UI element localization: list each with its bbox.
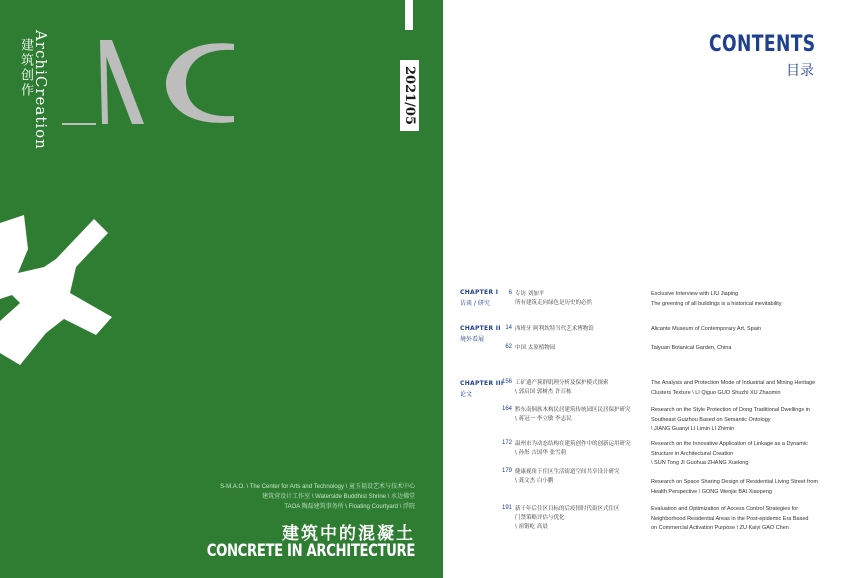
- chapter-label: CHAPTER II: [460, 325, 501, 332]
- entry-title-en: Research on the Innovative Application of Linkage as a Dynamic Structure in Architectural Creation \ SUN Tong JI Guohua ZHANG Xuelong: [651, 441, 808, 466]
- issue-number: 2021/05: [400, 60, 419, 131]
- credit-line: TAOA 陶磊建筑事务所 \ Floating Courtyard \ 浮院: [284, 504, 415, 510]
- entry-title-cn: 中国 太原植物园: [515, 345, 556, 351]
- page-number: 179: [501, 468, 512, 474]
- magazine-name-cn: 建筑创作: [18, 38, 33, 98]
- entry-title-cn: 西班牙 阿利坎特当代艺术博物馆: [515, 326, 594, 332]
- entry-title-en: Evaluation and Optimization of Access Control Strategies for Neighborhood Residential Areas in the Post-epidemic Era Based on Commercial Activation Purpose \ ZU Kaiyi GAO Chen: [651, 506, 809, 531]
- page-number: 156: [501, 379, 512, 385]
- entry-title-en: Research on the Style Protection of Dong Traditional Dwellings in Southeast Guizhou Based on Semantic Ontology \ JIANG Guanyi LI Limin LI Zhimin: [651, 407, 810, 432]
- entry-title-en: The Analysis and Protection Mode of Industrial and Mining Heritage Clusters Texture \ LI Qiguo GUO Shuzhi XU Zhaomin: [651, 380, 816, 396]
- entry-title-en: Exclusive Interview with LIU Jiaping The greening of all buildings is a historical inevitability: [651, 291, 782, 307]
- page-number: 191: [501, 505, 512, 511]
- page-number: 164: [501, 406, 512, 412]
- page-number: 172: [501, 440, 512, 446]
- concrete-shape-graphic: [0, 215, 150, 375]
- page-number: 6: [508, 290, 512, 296]
- chapter-name: 境外看展: [460, 336, 485, 343]
- entry-title-cn: 专访 刘加平 所有建筑走向绿色是历史的必然: [515, 291, 593, 306]
- entry-title-cn: 工矿遗产簇群肌理分析及保护模式探索 \ 郭启国 郭树杰 许召栋: [515, 380, 609, 395]
- chapter-name: 论文: [460, 391, 473, 398]
- entry-title-en: Taiyuan Botanical Garden, China: [651, 345, 732, 351]
- contents-title: CONTENTS: [709, 32, 816, 57]
- cover-title-cn: 建筑中的混凝土: [282, 524, 415, 544]
- contents-page: [443, 0, 850, 578]
- entry-title-en: Research on Space Sharing Design of Residential Living Street from Health Perspective \ GONG Wenjie BAI Xiaopeng: [651, 479, 818, 495]
- entry-title-en: Alicante Museum of Contemporary Art, Spain: [651, 326, 762, 332]
- credit-line: S-M.A.O. \ The Center for Arts and Technology \ 童玉福设艺术与技术中心: [220, 484, 415, 490]
- entry-title-cn: 健康视角下住区生活街道空间共享设计研究 \ 龚文杰 白小鹏: [515, 469, 620, 484]
- spine-strip: [405, 0, 413, 30]
- magazine-name-en: ArchiCreation: [32, 30, 50, 150]
- cover-title-en: CONCRETE IN ARCHITECTURE: [206, 541, 415, 561]
- ac-logo: [62, 38, 242, 128]
- entry-title-cn: 温州市为动态结构在建筑创作中的创新运用研究 \ 孙彤 吉国华 张雪莉: [515, 441, 631, 456]
- contents-subtitle: 目录: [786, 63, 814, 79]
- chapter-label: CHAPTER I: [460, 289, 499, 296]
- entry-title-cn: 黔东南侗族木构民居建筑传统园区民居保护研究 \ 蒋冠一 李立敏 李志民: [515, 407, 631, 422]
- credit-line: 建筑营设计工作室 \ Waterside Buddhist Shrine \ 水边佛堂: [262, 494, 415, 500]
- chapter-label: CHAPTER III: [460, 380, 504, 387]
- page-number: 14: [505, 325, 512, 331]
- page-number: 62: [505, 344, 512, 350]
- chapter-name: 访谈 / 研究: [460, 300, 490, 307]
- entry-title-cn: 新千年后住区目标的后疫情时代街区式住区 门禁策略评估与优化 \ 祖锴屹 高晨: [515, 506, 620, 530]
